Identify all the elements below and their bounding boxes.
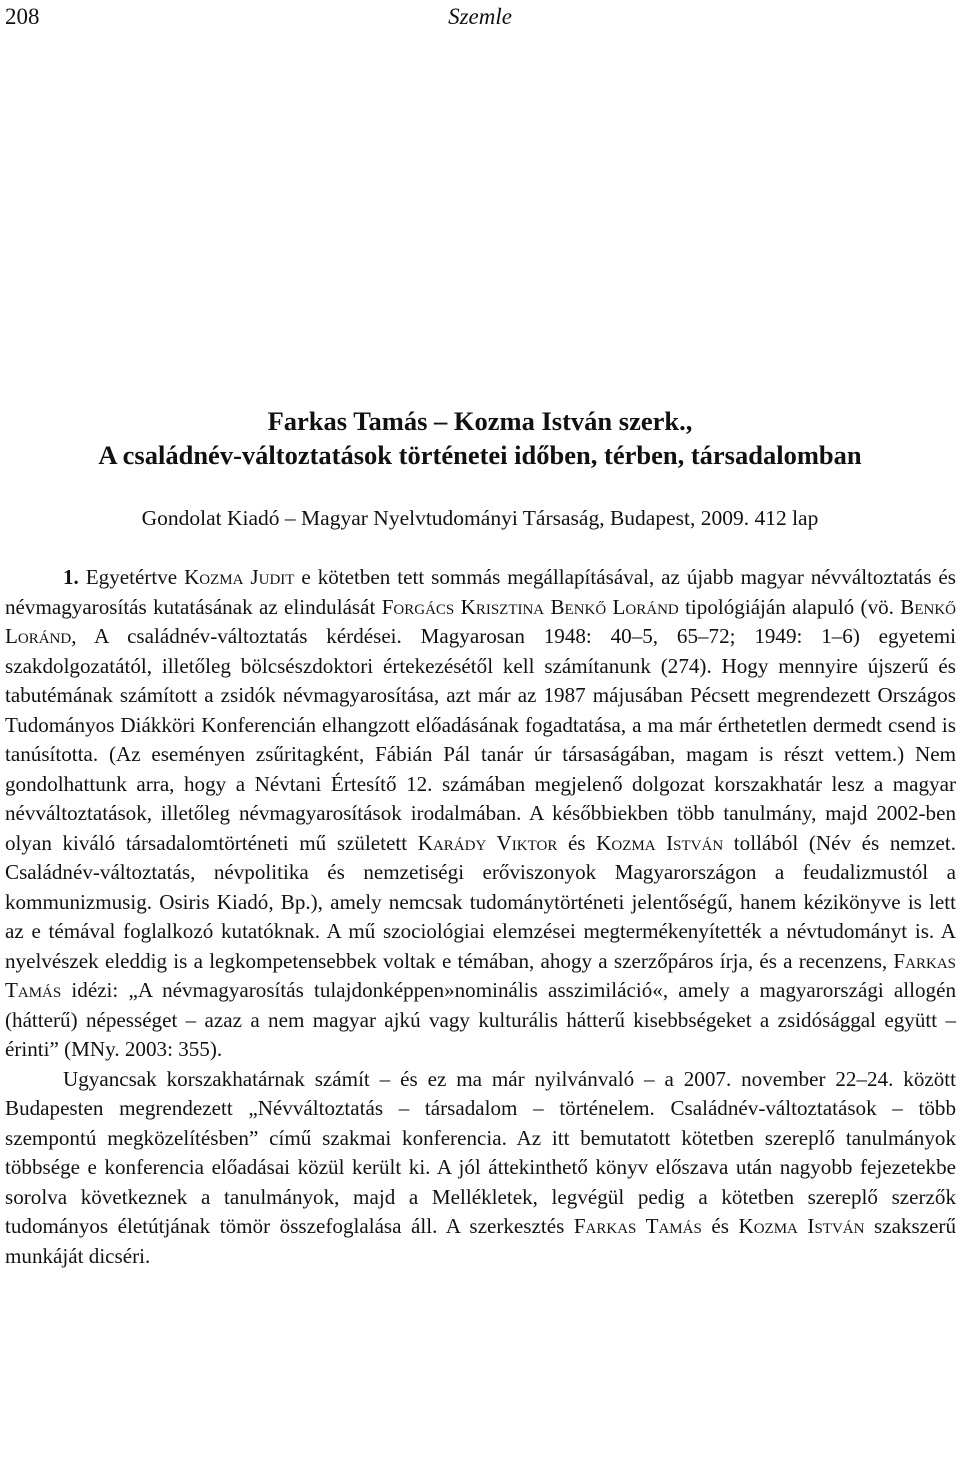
title-line-authors: Farkas Tamás – Kozma István szerk.,: [267, 406, 693, 436]
text-run: , A családnév-változtatás kérdései. Magyarosan 1948: 40–5, 65–72; 1949: 1–6) egyetemi szakdolgozatától, illetőleg bölcsészdoktori értekezésétől kell számítanunk (274). Hogy mennyire újszerű és tabutémának számított a zsidók névmagyarosítása, azt már az 1987 májusában Pécsett megrendezett Országos Tudományos Diákköri Konferencián elhangzott előadásának fogadtatása, a ma már érthetetlen dermedt csend is tanúsította. (Az eseményen zsűritagként, Fábián Pál tanár úr társaságában, magam is részt vettem.) Nem gondolhattunk arra, hogy a Névtani Értesítő 12. számában megjelenő dolgozat korszakhatár lesz a magyar névváltoztatások, illetőleg névmagyarosítások irodalmában. A későbbiekben több tanulmány, majd 2002-ben olyan kiváló társadalomtörténeti mű született: [5, 624, 956, 855]
review-body: [5, 563, 956, 1271]
text-run: szakszerű munkáját dicséri.: [5, 1214, 957, 1268]
paragraph-2: [5, 1065, 956, 1272]
text-run: Egyetértve: [78, 565, 185, 589]
paragraph-1: [5, 563, 956, 1065]
publication-info: Gondolat Kiadó – Magyar Nyelvtudományi Társaság, Budapest, 2009. 412 lap: [141, 506, 819, 530]
running-head: Szemle: [448, 4, 512, 29]
text-run: és: [557, 830, 597, 855]
author-name: Farkas Tamás: [573, 1214, 702, 1238]
author-name: Kozma István: [738, 1214, 865, 1238]
review-title: [0, 404, 960, 472]
text-run: e kötetben tett sommás megállapításával, az újabb magyar névváltoztatás és névmagyarosítás kutatásának az elindulását: [5, 565, 956, 619]
text-run: tipológiáján alapuló (vö.: [678, 594, 901, 619]
author-name: Kozma István: [596, 830, 724, 855]
page-number: 208: [5, 4, 40, 29]
author-name: Forgács Krisztina: [381, 594, 545, 619]
author-name: Benkő Loránd: [5, 594, 956, 648]
title-line-book: A családnév-változtatások történetei időben, térben, társadalomban: [98, 440, 862, 470]
text-run: idézi: „A névmagyarosítás tulajdonképpen»nominális asszimiláció«, amely a magyarországi allogén (hátterű) népességet – azaz a nem magyar ajkú vagy kulturális hátterű kisebbségeket a zsidósággal együtt – érinti” (MNy. 2003: 355).: [5, 978, 956, 1061]
text-run: tollából (Név és nemzet. Családnév-változtatás, névpolitika és nemzetiségi erőviszonyok Magyarországon a feudalizmustól a kommunizmusig. Osiris Kiadó, Bp.), amely nemcsak tudománytörténeti jelentőségű, hanem kézikönyve is lett az e témával foglalkozó kutatóknak. A mű szociológiai elemzései megtermékenyítették a névtudományt is. A nyelvészek eleddig is a legkompetensebbek voltak e témában, ahogy a szerzőpáros írja, és a recenzens,: [5, 830, 957, 973]
page-header: [5, 2, 955, 32]
author-name: Farkas Tamás: [5, 948, 956, 1002]
paragraph-number: 1.: [63, 565, 79, 589]
text-run: Ugyancsak korszakhatárnak számít – és ez ma már nyilvánvaló – a 2007. november 22–24. között Budapesten megrendezett „Névváltoztatás – társadalom – történelem. Családnév-változtatások – több szempontú megközelítésben” című szakmai konferencia. Az itt bemutatott kötetben szereplő tanulmányok többsége e konferencia előadásai közül került ki. A jól áttekinthető könyv előszava után nagyobb fejezetekbe sorolva következnek a tanulmányok, majd a Mellékletek, legvégül pedig a kötetben szereplő szerzők tudományos életútjának tömör összefoglalása áll. A szerkesztés: [5, 1066, 956, 1238]
author-name: Karády Viktor: [417, 830, 558, 855]
text-run: és: [701, 1214, 739, 1238]
author-name: Kozma Judit: [184, 565, 295, 589]
author-name: Benkő Loránd: [550, 594, 679, 619]
